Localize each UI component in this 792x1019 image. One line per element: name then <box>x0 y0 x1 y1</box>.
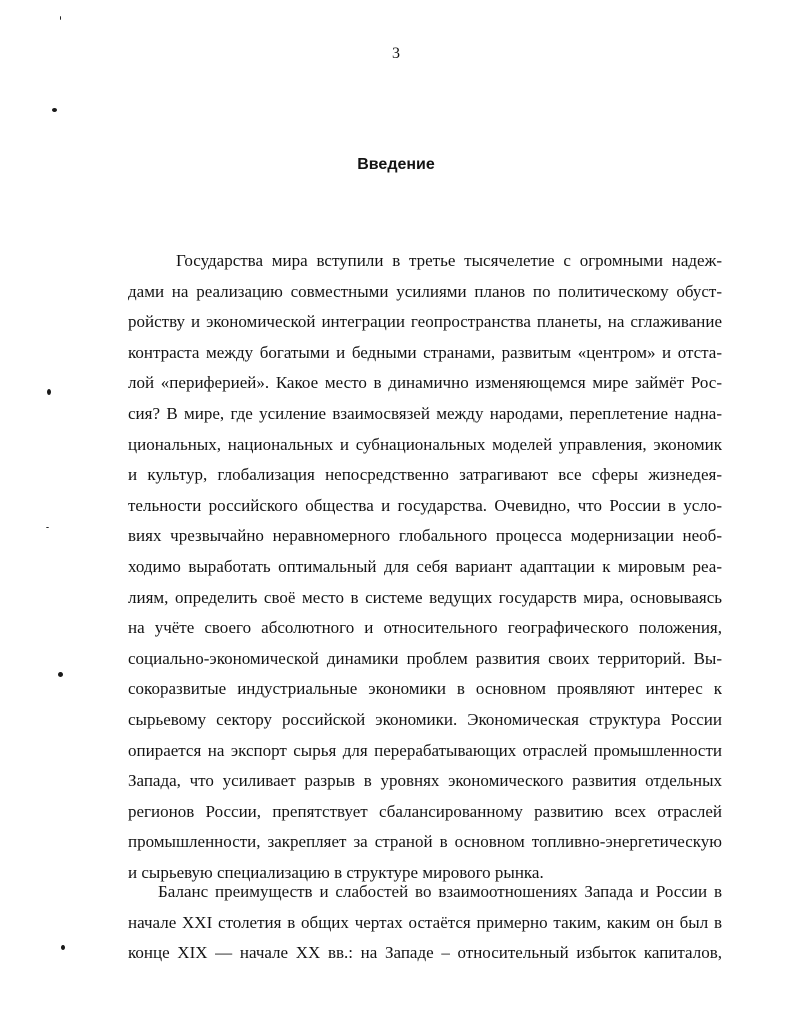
text-line: начале XXI столетия в общих чертах остаётся примерно таким, каким он был в <box>128 912 722 932</box>
page-number: 3 <box>392 45 400 62</box>
text-line: и сырьевую специализацию в структуре мирового рынка. <box>128 862 544 882</box>
text-line: регионов России, препятствует сбалансированному развитию всех отраслей <box>128 801 722 821</box>
scan-speck <box>58 672 63 677</box>
text-line: тельности российского общества и государства. Очевидно, что России в усло- <box>128 495 722 515</box>
text-line: опирается на экспорт сырья для перерабатывающих отраслей промышленности <box>128 740 722 760</box>
text-line: виях чрезвычайно неравномерного глобального процесса модернизации необ- <box>128 526 722 546</box>
text-line: промышленности, закрепляет за страной в основном топливно-энергетическую <box>128 832 722 852</box>
text-line: ройству и экономической интеграции геопространства планеты, на сглаживание <box>128 312 722 332</box>
scan-speck <box>60 16 61 20</box>
text-line: ходимо выработать оптимальный для себя вариант адаптации к мировым реа- <box>128 556 722 576</box>
text-line: контраста между богатыми и бедными странами, развитым «центром» и отста- <box>128 342 722 362</box>
text-line: сырьевому сектору российской экономики. Экономическая структура России <box>128 709 722 729</box>
text-line: сокоразвитые индустриальные экономики в основном проявляют интерес к <box>128 679 722 699</box>
text-line: и культур, глобализация непосредственно затрагивают все сферы жизнедея- <box>128 465 722 485</box>
scan-speck <box>46 527 49 528</box>
scan-speck <box>52 108 57 112</box>
text-line: Запада, что усиливает разрыв в уровнях экономического развития отдельных <box>128 771 722 791</box>
text-line: дами на реализацию совместными усилиями планов по политическому обуст- <box>128 281 722 301</box>
section-heading: Введение <box>357 156 435 173</box>
text-line: на учёте своего абсолютного и относительного географического положения, <box>128 618 722 638</box>
text-line: Государства мира вступили в третье тысячелетие с огромными надеж- <box>176 251 722 270</box>
text-line: социально-экономической динамики проблем развития своих территорий. Вы- <box>128 648 722 668</box>
text-line: сия? В мире, где усиление взаимосвязей между народами, переплетение надна- <box>128 403 722 423</box>
text-line: Баланс преимуществ и слабостей во взаимоотношениях Запада и России в <box>158 882 722 901</box>
paragraph-balance <box>128 877 722 969</box>
scan-speck <box>61 945 65 950</box>
text-line: циональных, национальных и субнациональных моделей управления, экономик <box>128 434 722 454</box>
text-line: лой «периферией». Какое место в динамично изменяющемся мире займёт Рос- <box>128 373 722 393</box>
text-line: лиям, определить своё место в системе ведущих государств мира, основываясь <box>128 587 722 607</box>
scan-speck <box>47 389 51 395</box>
paragraph-introduction <box>128 246 722 888</box>
text-line: конце XIX — начале XX вв.: на Западе – относительный избыток капиталов, <box>128 943 722 963</box>
